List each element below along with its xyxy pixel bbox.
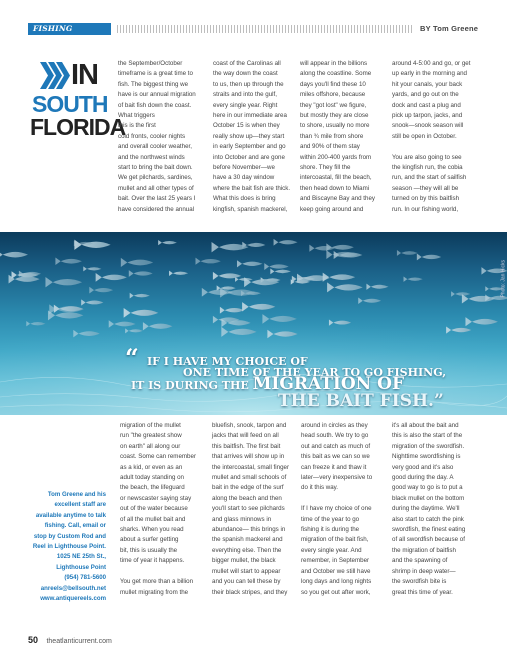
sidebar-line: fishing. Call, email or: [44, 522, 106, 530]
text-line: then head down to Miami: [300, 184, 370, 192]
page-footer: [28, 630, 112, 645]
body-column-3: [300, 59, 385, 215]
text-line: abundance— this brings in: [212, 526, 286, 534]
text-line: about a surfer getting: [120, 536, 179, 544]
quote-line-2: ONE TIME OF THE YEAR TO GO FISHING,: [183, 366, 447, 379]
text-line: run, and the start of sailfish: [392, 174, 467, 182]
baitfish-shape: [81, 299, 103, 305]
text-line: around 4-5:00 and go, or get: [392, 60, 471, 67]
text-line: bait. Over the last 25 years I: [118, 195, 196, 203]
text-line: cold fronts, cooler nights: [118, 132, 186, 140]
text-line: have a 30 day window: [213, 174, 275, 182]
body-column-2: [213, 59, 298, 215]
text-line: bait in the edge of the surf: [212, 484, 284, 492]
text-line: and Biscayne Bay and they: [300, 195, 375, 203]
text-line: [392, 142, 496, 152]
text-line: later—very inexpensive to: [301, 474, 373, 482]
text-line: shrimp in deep water—: [392, 567, 456, 575]
text-line: straits and into the gulf,: [213, 91, 277, 99]
text-line: can freeze it and thaw it: [301, 463, 367, 471]
baitfish-shape: [83, 266, 101, 271]
baitfish-shape: [270, 268, 291, 274]
text-line: everything else. Then the: [212, 546, 282, 554]
sidebar-line: 1025 NE 25th St.,: [56, 553, 106, 561]
text-line: hit your canals, your back: [392, 80, 463, 88]
sidebar-line: excellent staff are: [54, 501, 106, 509]
baitfish-shape: [326, 250, 357, 259]
text-line: of all the mullet bait and: [120, 515, 186, 523]
text-line: season —they will all be: [392, 184, 459, 192]
baitfish-shape: [121, 258, 153, 267]
baitfish-shape: [451, 291, 470, 296]
header-stripes: [117, 25, 413, 33]
chevron-arrows-icon: [40, 62, 70, 89]
text-line: but mostly they are close: [300, 112, 369, 120]
text-line: up early in the morning and: [392, 70, 467, 78]
baitfish-shape: [366, 284, 388, 290]
text-line: the swordfish bite is: [392, 578, 447, 586]
text-line: Nighttime swordfishing is: [392, 453, 461, 461]
body-column-5: [120, 421, 210, 598]
body-column-7: [301, 421, 389, 598]
text-line: where the bait fish are thick.: [213, 184, 291, 192]
text-line: of all swordfish because of: [392, 536, 465, 544]
report-header: [28, 23, 498, 45]
baitfish-shape: [195, 258, 220, 265]
text-line: out and catch as much of: [301, 442, 371, 450]
section-badge: FISHING REPORT: [28, 23, 111, 35]
text-line: along the coastline. Some: [300, 70, 372, 78]
baitfish-shape: [45, 277, 82, 287]
text-line: the beach, the lifeguard: [120, 484, 185, 492]
text-line: this is also the start of the: [392, 432, 463, 440]
text-line: so you get out after work,: [301, 588, 371, 596]
text-line: start to bring the bait down.: [118, 164, 193, 172]
text-line: shore. They fill the: [300, 164, 351, 172]
site-url: theatlanticurrent.com: [46, 638, 112, 645]
text-line: keep going around and: [300, 205, 364, 213]
baitfish-shape: [417, 254, 441, 261]
text-line: miles offshore, because: [300, 91, 366, 99]
text-line: October 15 is when they: [213, 122, 280, 130]
text-line: We get pilchards, sardines,: [118, 174, 193, 182]
baitfish-shape: [0, 250, 28, 259]
text-line: have is our annual migration: [118, 91, 196, 99]
text-line: time of year it happens.: [120, 557, 185, 565]
baitfish-shape: [130, 293, 150, 299]
text-line: swordfish, the finest eating: [392, 526, 466, 534]
text-line: mullet will start to appear: [212, 567, 281, 575]
text-line: it's all about the bait and: [392, 422, 459, 429]
text-line: really show up—they start: [213, 132, 285, 140]
text-line: dock and cast a plug and: [392, 101, 461, 109]
text-line: good during the day. A: [392, 474, 454, 482]
text-line: mullet migrating from the: [120, 588, 189, 596]
text-line: fish. The biggest thing we: [118, 80, 189, 88]
text-line: still be open in October.: [392, 132, 457, 140]
text-line: this bait as we can so we: [301, 453, 370, 461]
text-line: run "the greatest show: [120, 432, 182, 440]
text-line: fishing it is during the: [301, 526, 360, 534]
text-line: great this time of year.: [392, 588, 453, 596]
text-line: every single year. And: [301, 546, 362, 554]
contact-sidebar: [26, 490, 106, 604]
baitfish-shape: [462, 294, 495, 303]
text-line: around in circles as they: [301, 422, 368, 429]
quote-line-3: [131, 374, 405, 394]
text-line: and glass minnows in: [212, 515, 272, 523]
body-column-8: [392, 421, 496, 598]
text-line: [120, 567, 210, 577]
text-line: their black stripes, and they: [212, 588, 288, 596]
text-line: migration of the bait fish,: [301, 536, 369, 544]
text-line: to shore, usually no more: [300, 122, 370, 130]
text-line: the kingfish run, the cobia: [392, 164, 463, 172]
baitfish-shape: [397, 250, 418, 256]
text-line: remember, in September: [301, 557, 370, 565]
text-line: mullet and small schools of: [212, 474, 287, 482]
text-line: What triggers: [118, 112, 155, 120]
text-line: the spanish mackerel and: [212, 536, 283, 544]
article-title: [28, 59, 126, 142]
text-line: migration of the swordfish.: [392, 442, 465, 450]
text-line: What this does is bring: [213, 195, 276, 203]
title-line-south: SOUTH: [32, 91, 108, 117]
text-line: black mullet on the bottom: [392, 494, 465, 502]
body-column-1: [118, 59, 206, 215]
baitfish-shape: [158, 240, 177, 245]
text-line: intercoastal, fill the beach,: [300, 174, 372, 182]
text-line: or newscaster saying stay: [120, 494, 192, 502]
quote-line-4: THE BAIT FISH.”: [278, 391, 444, 411]
sidebar-line: Reel in Lighthouse Point.: [32, 543, 106, 551]
baitfish-shape: [169, 271, 188, 276]
text-line: [301, 494, 389, 504]
text-line: that arrives will show up in: [212, 453, 285, 461]
text-line: into October and are gone: [213, 153, 285, 161]
sidebar-line: Lighthouse Point: [56, 563, 106, 571]
baitfish-shape: [55, 258, 82, 265]
text-line: on earth" all along our: [120, 442, 181, 450]
text-line: out of the water because: [120, 505, 188, 513]
baitfish-shape: [404, 276, 423, 281]
text-line: turned on by this baitfish: [392, 195, 460, 203]
text-line: they "got lost" we figure,: [300, 101, 367, 109]
text-line: than ¾ mile from shore: [300, 132, 364, 140]
text-line: before November—we: [213, 164, 275, 172]
baitfish-shape: [327, 282, 363, 292]
text-line: You get more than a billion: [120, 578, 194, 586]
text-line: as a kid, or even as an: [120, 463, 183, 471]
byline: BY Tom Greene: [420, 24, 479, 33]
text-line: migration of the mullet: [120, 422, 181, 429]
body-column-6: [212, 421, 300, 598]
text-line: during the daytime. We'll: [392, 505, 460, 513]
text-line: this is the first: [118, 122, 156, 130]
baitfish-shape: [274, 239, 298, 246]
text-line: time of the year to go: [301, 515, 360, 523]
text-line: adult today standing on: [120, 474, 184, 482]
baitfish-shape: [264, 263, 288, 270]
text-line: mullet and all other types of: [118, 184, 194, 192]
baitfish-shape: [89, 287, 113, 294]
photo-credit: Photo: Jan Hicks: [501, 260, 507, 298]
text-line: the way down the coast: [213, 70, 278, 78]
text-line: days you'll find these 10: [300, 80, 366, 88]
text-line: the September/October: [118, 60, 183, 67]
text-line: jacks that will feed on all: [212, 432, 279, 440]
baitfish-shape: [323, 273, 356, 282]
text-line: in early September and go: [213, 143, 286, 151]
text-line: bit, this is usually the: [120, 546, 178, 554]
quote-line-1: IF I HAVE MY CHOICE OF: [147, 355, 308, 368]
baitfish-shape: [358, 298, 381, 304]
sidebar-line: stop by Custom Rod and: [33, 532, 106, 540]
sidebar-line: anreels@bellsouth.net: [40, 584, 106, 592]
sidebar-line: available anytime to talk: [35, 511, 106, 519]
text-line: within 200-400 yards from: [300, 153, 372, 161]
text-line: timeframe is a great time to: [118, 70, 193, 78]
text-line: here in our immediate area: [213, 112, 287, 120]
text-line: sharks. When you read: [120, 526, 184, 534]
text-line: pick up tarpon, jacks, and: [392, 112, 463, 120]
text-line: have considered the annual: [118, 205, 195, 213]
title-line-in: IN: [71, 59, 98, 91]
baitfish-shape: [129, 270, 153, 277]
quote-line-3-big: MIGRATION OF: [252, 374, 405, 394]
text-line: and the spawning of: [392, 557, 448, 565]
text-line: very good and it's also: [392, 463, 454, 471]
text-line: and the northwest winds: [118, 153, 185, 161]
text-line: coast. Some can remember: [120, 453, 196, 461]
text-line: will appear in the billions: [300, 60, 368, 67]
text-line: of bait fish down the coast.: [118, 101, 192, 109]
quote-mark: “: [125, 343, 139, 372]
sidebar-line: (954) 781-5600: [64, 574, 106, 582]
baitfish-shape: [237, 260, 263, 267]
text-line: long days and long nights: [301, 578, 372, 586]
baitfish-shape: [235, 277, 253, 282]
text-line: this baitfish. The first bait: [212, 442, 281, 450]
quote-line-3-small: IT IS DURING THE: [131, 379, 249, 392]
text-line: the intercoastal, small finger: [212, 463, 290, 471]
text-line: coast of the Carolinas all: [213, 60, 281, 67]
text-line: also start to catch the pink: [392, 515, 464, 523]
text-line: to us, then up through the: [213, 80, 284, 88]
text-line: and overall cooler weather,: [118, 143, 192, 151]
text-line: snook—snook season will: [392, 122, 464, 130]
baitfish-shape: [74, 240, 110, 250]
text-line: If I have my choice of one: [301, 505, 372, 513]
sidebar-line: Tom Greene and his: [47, 491, 106, 498]
page-number: 50: [28, 635, 39, 645]
baitfish-shape: [242, 302, 275, 311]
text-line: and you can tell these by: [212, 578, 281, 586]
text-line: and 90% of them stay: [300, 143, 360, 151]
text-line: bigger mullet, the black: [212, 557, 276, 565]
text-line: run. In our fishing world,: [392, 205, 459, 213]
text-line: head south. We try to go: [301, 432, 369, 440]
text-line: along the beach and then: [212, 494, 282, 502]
text-line: bluefish, snook, tarpon and: [212, 422, 287, 429]
text-line: You are also going to see: [392, 153, 462, 161]
text-line: do it this way.: [301, 484, 339, 492]
title-line-florida: FLORIDA: [30, 114, 126, 140]
baitfish-shape: [96, 273, 127, 282]
sidebar-line: www.antiquereels.com: [40, 595, 106, 603]
text-line: the migration of baitfish: [392, 546, 456, 554]
baitfish-shape: [309, 245, 335, 252]
text-line: you'll start to see pilchards: [212, 505, 285, 513]
text-line: yards, and go out on the: [392, 91, 459, 99]
text-line: and October we still have: [301, 567, 371, 575]
text-line: kingfish, spanish mackerel,: [213, 205, 288, 213]
text-line: every single year. Right: [213, 101, 278, 109]
text-line: good way to go is to put a: [392, 484, 463, 492]
body-column-4: [392, 59, 496, 215]
